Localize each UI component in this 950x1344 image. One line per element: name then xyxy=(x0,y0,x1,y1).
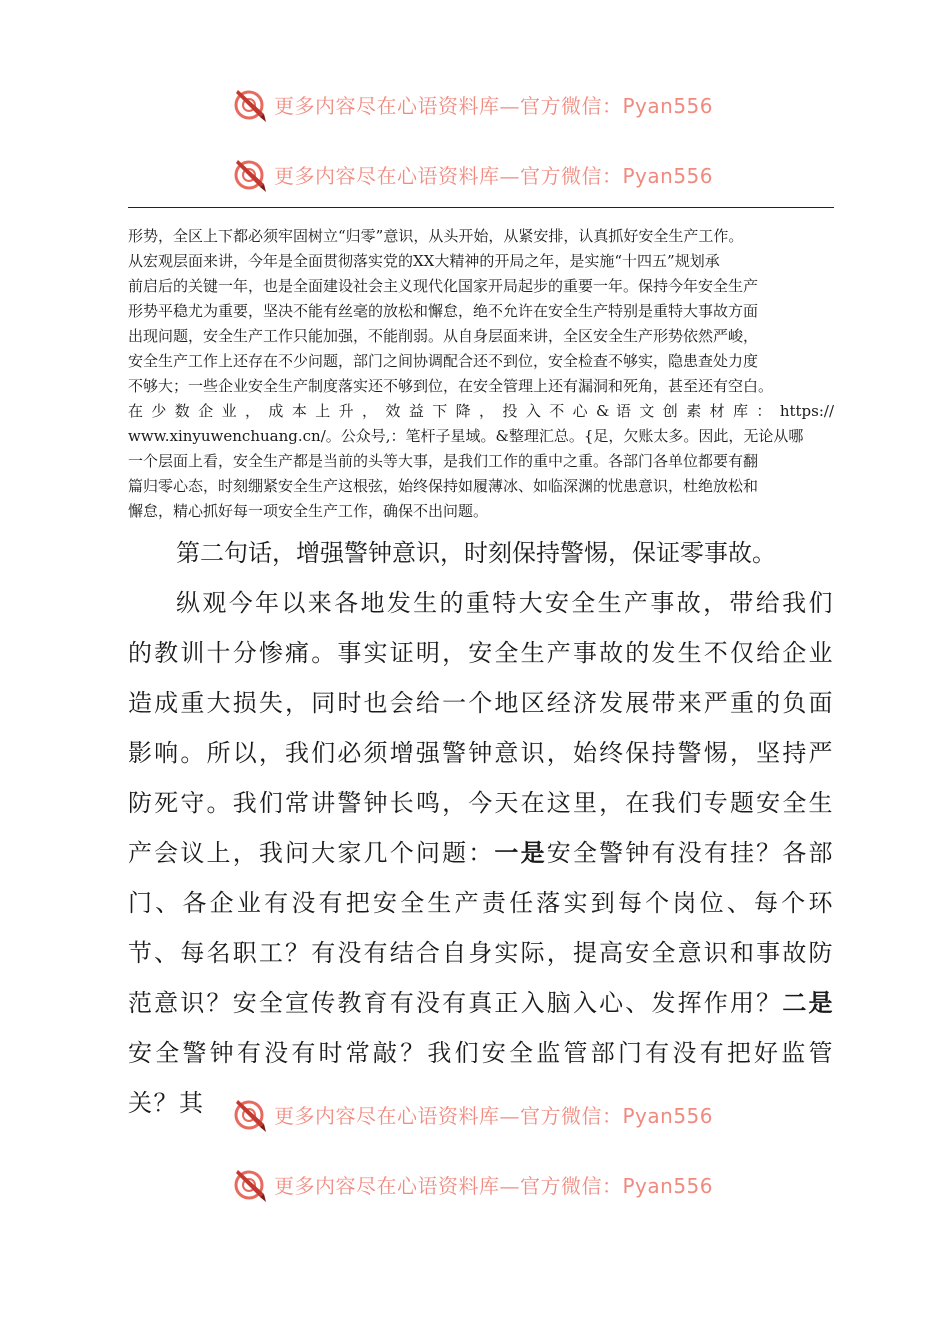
watermark-banner xyxy=(230,82,750,126)
header-divider xyxy=(128,207,834,208)
text-line: 一个层面上看，安全生产都是当前的头等大事，是我们工作的重中之重。各部门各单位都要有翻 xyxy=(128,452,759,470)
text-line: 出现问题，安全生产工作只能加强，不能削弱。从自身层面来讲，全区安全生产形势依然严峻， xyxy=(128,327,759,345)
text-line: 安全生产工作上还存在不少问题，部门之间协调配合还不到位，安全检查不够实，隐患查处力度 xyxy=(128,352,759,370)
watermark-text: 更多内容尽在心语资料库—官方微信：Pyan556 xyxy=(274,163,714,188)
watermark-text: 更多内容尽在心语资料库—官方微信：Pyan556 xyxy=(274,93,714,118)
pen-circle-logo-icon xyxy=(230,1164,270,1204)
pen-circle-logo-icon xyxy=(230,154,270,194)
text-line: 篇归零心态，时刻绷紧安全生产这根弦，始终保持如履薄冰、如临深渊的忧患意识，杜绝放松和 xyxy=(128,477,759,495)
pen-circle-logo-icon xyxy=(230,84,270,124)
text-line: 前启后的关键一年，也是全面建设社会主义现代化国家开局起步的重要一年。保持今年安全生产 xyxy=(128,277,759,295)
watermark-banner xyxy=(230,152,750,196)
text-line: 不够大；一些企业安全生产制度落实还不够到位，在安全管理上还有漏洞和死角，甚至还有空白。 xyxy=(128,377,774,395)
emphasis-second: 二是 xyxy=(782,988,835,1017)
text-line: 形势平稳尤为重要，坚决不能有丝毫的放松和懈怠，绝不允许在安全生产特别是重特大事故方面 xyxy=(128,302,759,320)
text-line: 形势，全区上下都必须牢固树立“归零”意识，从头开始，从紧安排，认真抓好安全生产工作。 xyxy=(128,227,744,245)
pen-circle-logo-icon xyxy=(230,1094,270,1134)
main-body xyxy=(128,528,834,1128)
emphasis-first: 一是 xyxy=(494,838,547,867)
body-paragraph: 纵观今年以来各地发生的重特大安全生产事故，带给我们的教训十分惨痛。事实证明，安全生产事故的发生不仅给企业造成重大损失，同时也会给一个地区经济发展带来严重的负面影响。所以，我们必须增强警钟意识，始终保持警惕，坚持严防死守。我们常讲警钟长鸣，今天在这里，在我们专题安全生产会议上，我问大家几个问题：一是安全警钟有没有挂？各部门、各企业有没有把安全生产责任落实到每个岗位、每个环节、每名职工？有没有结合自身实际，提高安全意识和事故防范意识？安全宣传教育有没有真正入脑入心、发挥作用？二是安全警钟有没有时常敲？我们安全监管部门有没有把好监管关？其 xyxy=(128,589,835,1117)
text-line: 在 少 数 企 业 ， 成 本 上 升 ， 效 益 下 降 ， 投 入 不 心 & 语 文 创 素 材 库 ： https:// xyxy=(128,402,834,420)
watermark-banner xyxy=(230,1162,750,1206)
small-text-block xyxy=(128,224,834,524)
text-line: www.xinyuwenchuang.cn/。公众号,：笔杆子星域。&整理汇总。{足，欠账太多。因此，无论从哪 xyxy=(128,427,804,445)
text-line: 从宏观层面来讲，今年是全面贯彻落实党的XX大精神的开局之年，是实施“十四五”规划承 xyxy=(128,252,720,270)
watermark-banner xyxy=(230,1092,750,1136)
watermark-text: 更多内容尽在心语资料库—官方微信：Pyan556 xyxy=(274,1103,714,1128)
text-line: 懈怠，精心抓好每一项安全生产工作，确保不出问题。 xyxy=(128,502,489,520)
section-heading: 第二句话，增强警钟意识，时刻保持警惕，保证零事故。 xyxy=(176,539,776,567)
watermark-text: 更多内容尽在心语资料库—官方微信：Pyan556 xyxy=(274,1173,714,1198)
